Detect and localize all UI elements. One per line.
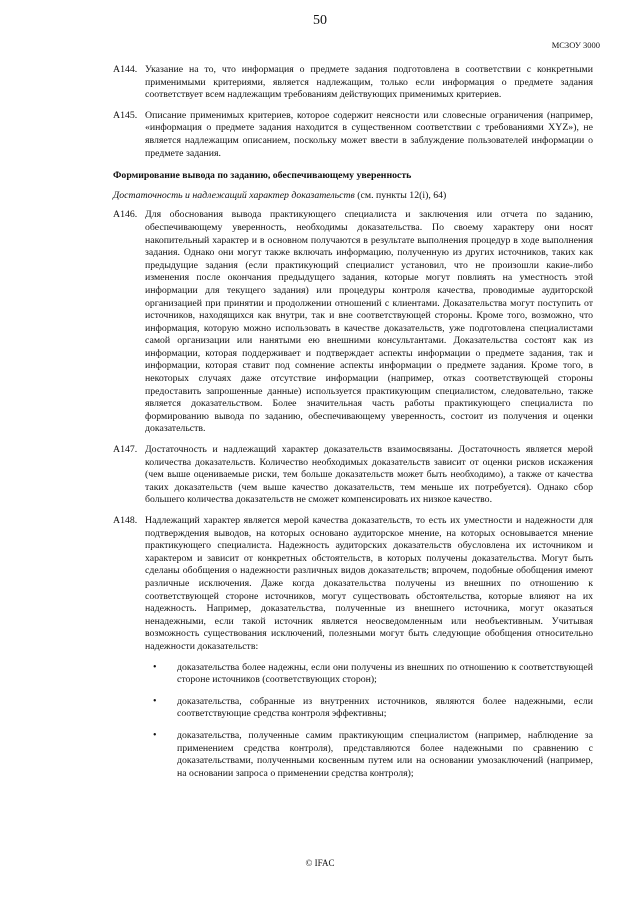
bullet-list	[113, 662, 593, 781]
bullet-marker: •	[153, 729, 157, 741]
paragraph-a146	[113, 209, 593, 436]
paragraph-text: Указание на то, что информация о предмете задания подготовлена в соответствии с конкретными применимыми критериями, является надлежащим, только если информация о предмете задания соответствует всем надлежащим требованиям действующих применимых критериев.	[145, 64, 593, 101]
copyright-footer: © IFAC	[305, 858, 335, 868]
bullet-marker: •	[153, 661, 157, 673]
paragraph-a145	[113, 110, 593, 160]
bullet-marker: •	[153, 695, 157, 707]
paragraph-number: A146.	[113, 209, 138, 221]
list-item-text: доказательства, собранные из внутренних источников, являются более надежными, если соответствующие средства контроля эффективны;	[177, 695, 593, 720]
paragraph-number: A148.	[113, 515, 138, 526]
paragraph-number: A145.	[113, 109, 138, 121]
paragraph-number: A144.	[113, 64, 138, 75]
page-number: 50	[313, 13, 327, 28]
paragraph-a144	[113, 64, 593, 102]
standard-code: МСЗОУ 3000	[551, 40, 600, 50]
list-item	[153, 695, 593, 721]
list-item-text: доказательства более надежны, если они получены из внешних по отношению к соответствующей стороне источников (соответствующих сторон);	[177, 661, 593, 686]
paragraph-text: Достаточность и надлежащий характер доказательств взаимосвязаны. Достаточность является мерой количества доказательств. Количество необходимых доказательств зависит от оценки рисков искажения (чем выше оцениваемые риски, тем больше доказательств может быть необходимо), а также от качества таких доказательств (чем выше качество доказательств, тем меньше их потребуется). Однако сбор большего количества доказательств не сможет компенсировать их низкое качество.	[145, 444, 593, 506]
section-heading: Формирование вывода по заданию, обеспечивающему уверенность	[113, 170, 412, 182]
subheading-reference: (см. пункты 12(i), 64)	[354, 189, 447, 201]
paragraph-text: Надлежащий характер является мерой качества доказательств, то есть их уместности и надежности для подтверждения выводов, на которых основано аудиторское мнение, на которых основывается мнение практикующего специалиста. Надежность аудиторских доказательств обусловлена их источником и характером и зависит от конкретных обстоятельств, в которых получены доказательства. Могут быть сделаны обобщения о надежности различных видов доказательств; впрочем, подобные обобщения имеют различные исключения. Даже когда доказательства получены из внешних по отношению к соответствующей стороне источников, могут существовать обстоятельства, которые влияют на их надежность. Например, доказательства, полученные из внешнего источника, могут оказаться ненадежными, если такой источник является неосведомленным или необъективным. Учитывая возможность существования исключений, полезными могут быть следующие обобщения относительно надежности доказательств:	[145, 515, 593, 652]
list-item	[153, 729, 593, 780]
paragraph-number: A147.	[113, 444, 138, 456]
page-content	[113, 64, 593, 789]
subheading-title: Достаточность и надлежащий характер доказательств	[113, 189, 355, 201]
list-item	[153, 661, 593, 687]
paragraph-a147	[113, 444, 593, 507]
paragraph-text: Описание применимых критериев, которое содержит неясности или словесные ограничения (например, «информация о предмете задания находится в существенном соответствии с требованиями XYZ»), не является надлежащим описанием, поскольку может ввести в заблуждение пользователей информации о предмете задания.	[145, 109, 593, 159]
paragraph-text: Для обоснования вывода практикующего специалиста и заключения или отчета по заданию, обеспечивающему уверенность, необходимы доказательства. По своему характеру они носят накопительный характер и в основном получаются в результате выполнения процедур в ходе выполнения задания. Однако они могут также включать информацию, полученную из других источников, таких как предыдущие задания (если практикующий специалист установил, что не произошли какие-либо изменения после окончания предыдущего задания, которые могут повлиять на уместность этой информации для текущего задания) или процедуры контроля качества, проводимые аудиторской организацией при принятии и продолжении отношений с клиентами. Доказательства могут поступить от источников, находящихся как внутри, так и вне соответствующей стороны. Кроме того, возможно, что информация, которую можно использовать в качестве доказательств, уже подготовлена специалистами самой организации или нанятыми ею внешними консультантами. Доказательства состоят как из информации, которая поддерживает и подтверждает аспекты информации о предмете задания, так и информации, которая ставит под сомнение аспекты информации о предмете задания. Кроме того, в некоторых случаях даже отсутствие информации (например, отказ соответствующей стороны предоставить запрошенные данные) используется практикующим специалистом, следовательно, также является доказательством. Более значительная часть работы практикующего специалиста по формированию вывода по заданию, обеспечивающему уверенность, состоит из получения и оценки доказательств.	[145, 209, 593, 435]
subheading	[113, 190, 593, 203]
list-item-text: доказательства, полученные самим практикующим специалистом (например, наблюдение за применением средства контроля), представляются более надежными по сравнению с доказательствами, полученными косвенным путем или на основании умозаключений (например, на основании запроса о применении средства контроля);	[177, 729, 593, 779]
paragraph-a148	[113, 515, 593, 654]
